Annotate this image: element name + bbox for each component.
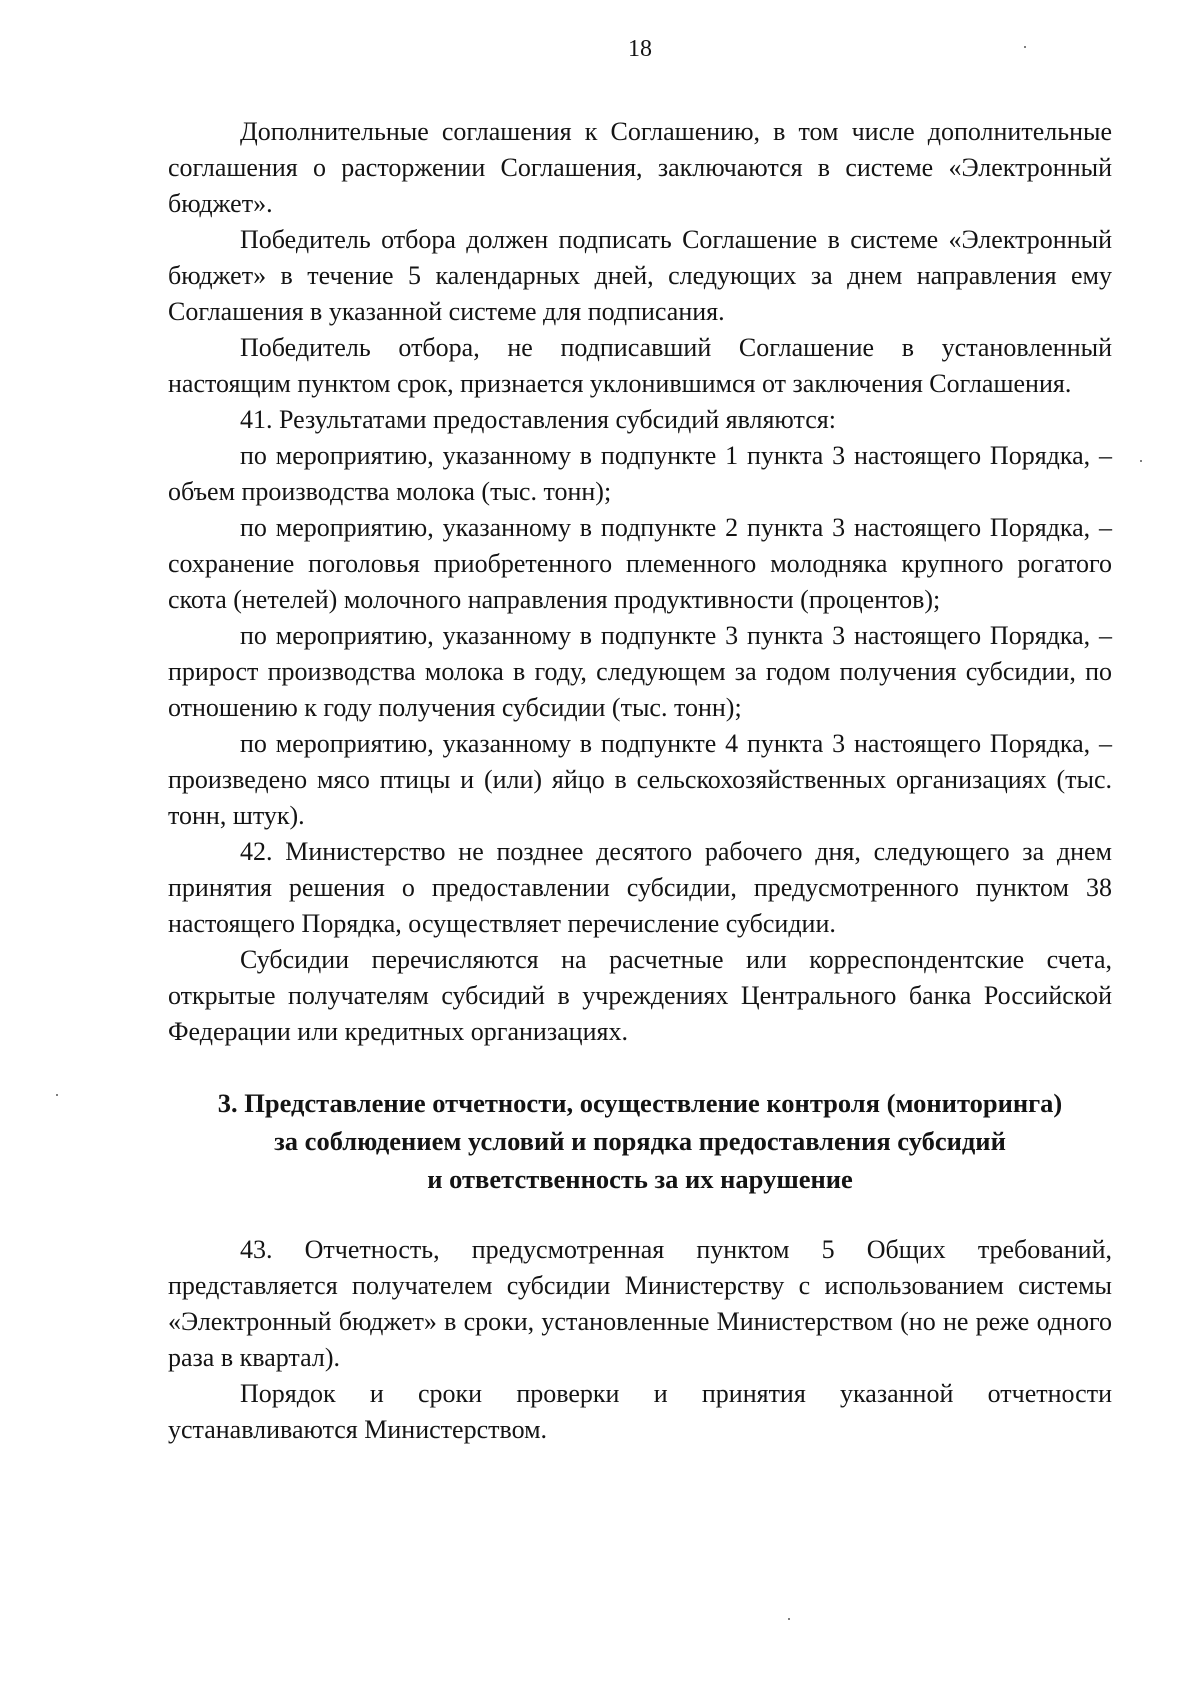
section-heading bbox=[168, 1084, 1112, 1198]
paragraph-result-1: по мероприятию, указанному в подпункте 1 пункта 3 настоящего Порядка, – объем производства молока (тыс. тонн); bbox=[168, 441, 1112, 506]
paragraph-result-2: по мероприятию, указанному в подпункте 2 пункта 3 настоящего Порядка, – сохранение поголовья приобретенного племенного молодняка крупного рогатого скота (нетелей) молочного направления продуктивности (процентов); bbox=[168, 513, 1112, 614]
document-body bbox=[168, 114, 1112, 1448]
scan-speck bbox=[56, 1094, 58, 1096]
page-number: 18 bbox=[628, 36, 652, 62]
paragraph-additional-agreements: Дополнительные соглашения к Соглашению, в том числе дополнительные соглашения о расторжении Соглашения, заключаются в системе «Электронный бюджет». bbox=[168, 117, 1112, 218]
paragraph-winner-evasion: Победитель отбора, не подписавший Соглашение в установленный настоящим пунктом срок, признается уклонившимся от заключения Соглашения. bbox=[168, 333, 1112, 398]
paragraph-winner-signing: Победитель отбора должен подписать Соглашение в системе «Электронный бюджет» в течение 5 календарных дней, следующих за днем направления ему Соглашения в указанной системе для подписания. bbox=[168, 225, 1112, 326]
paragraph-report-verification: Порядок и сроки проверки и принятия указанной отчетности устанавливаются Министерством. bbox=[168, 1379, 1112, 1444]
paragraph-item-43: 43. Отчетность, предусмотренная пунктом 5 Общих требований, представляется получателем субсидии Министерству с использованием системы «Электронный бюджет» в сроки, установленные Министерством (но не реже одного раза в квартал). bbox=[168, 1235, 1112, 1372]
section-heading-line-3: и ответственность за их нарушение bbox=[427, 1164, 853, 1194]
paragraph-subsidy-transfer: Субсидии перечисляются на расчетные или корреспондентские счета, открытые получателям субсидий в учреждениях Центрального банка Российской Федерации или кредитных организациях. bbox=[168, 945, 1112, 1046]
section-heading-line-2: за соблюдением условий и порядка предоставления субсидий bbox=[274, 1126, 1006, 1156]
paragraph-result-4: по мероприятию, указанному в подпункте 4 пункта 3 настоящего Порядка, – произведено мясо птицы и (или) яйцо в сельскохозяйственных организациях (тыс. тонн, штук). bbox=[168, 729, 1112, 830]
scan-speck bbox=[1024, 46, 1026, 48]
paragraph-item-41: 41. Результатами предоставления субсидий являются: bbox=[240, 405, 836, 434]
scan-speck bbox=[788, 1618, 790, 1620]
paragraph-result-3: по мероприятию, указанному в подпункте 3 пункта 3 настоящего Порядка, – прирост производства молока в году, следующем за годом получения субсидии, по отношению к году получения субсидии (тыс. тонн); bbox=[168, 621, 1112, 722]
section-heading-line-1: 3. Представление отчетности, осуществление контроля (мониторинга) bbox=[217, 1088, 1063, 1118]
paragraph-item-42: 42. Министерство не позднее десятого рабочего дня, следующего за днем принятия решения о предоставлении субсидии, предусмотренного пунктом 38 настоящего Порядка, осуществляет перечисление субсидии. bbox=[168, 837, 1112, 938]
scan-speck bbox=[1140, 460, 1142, 462]
